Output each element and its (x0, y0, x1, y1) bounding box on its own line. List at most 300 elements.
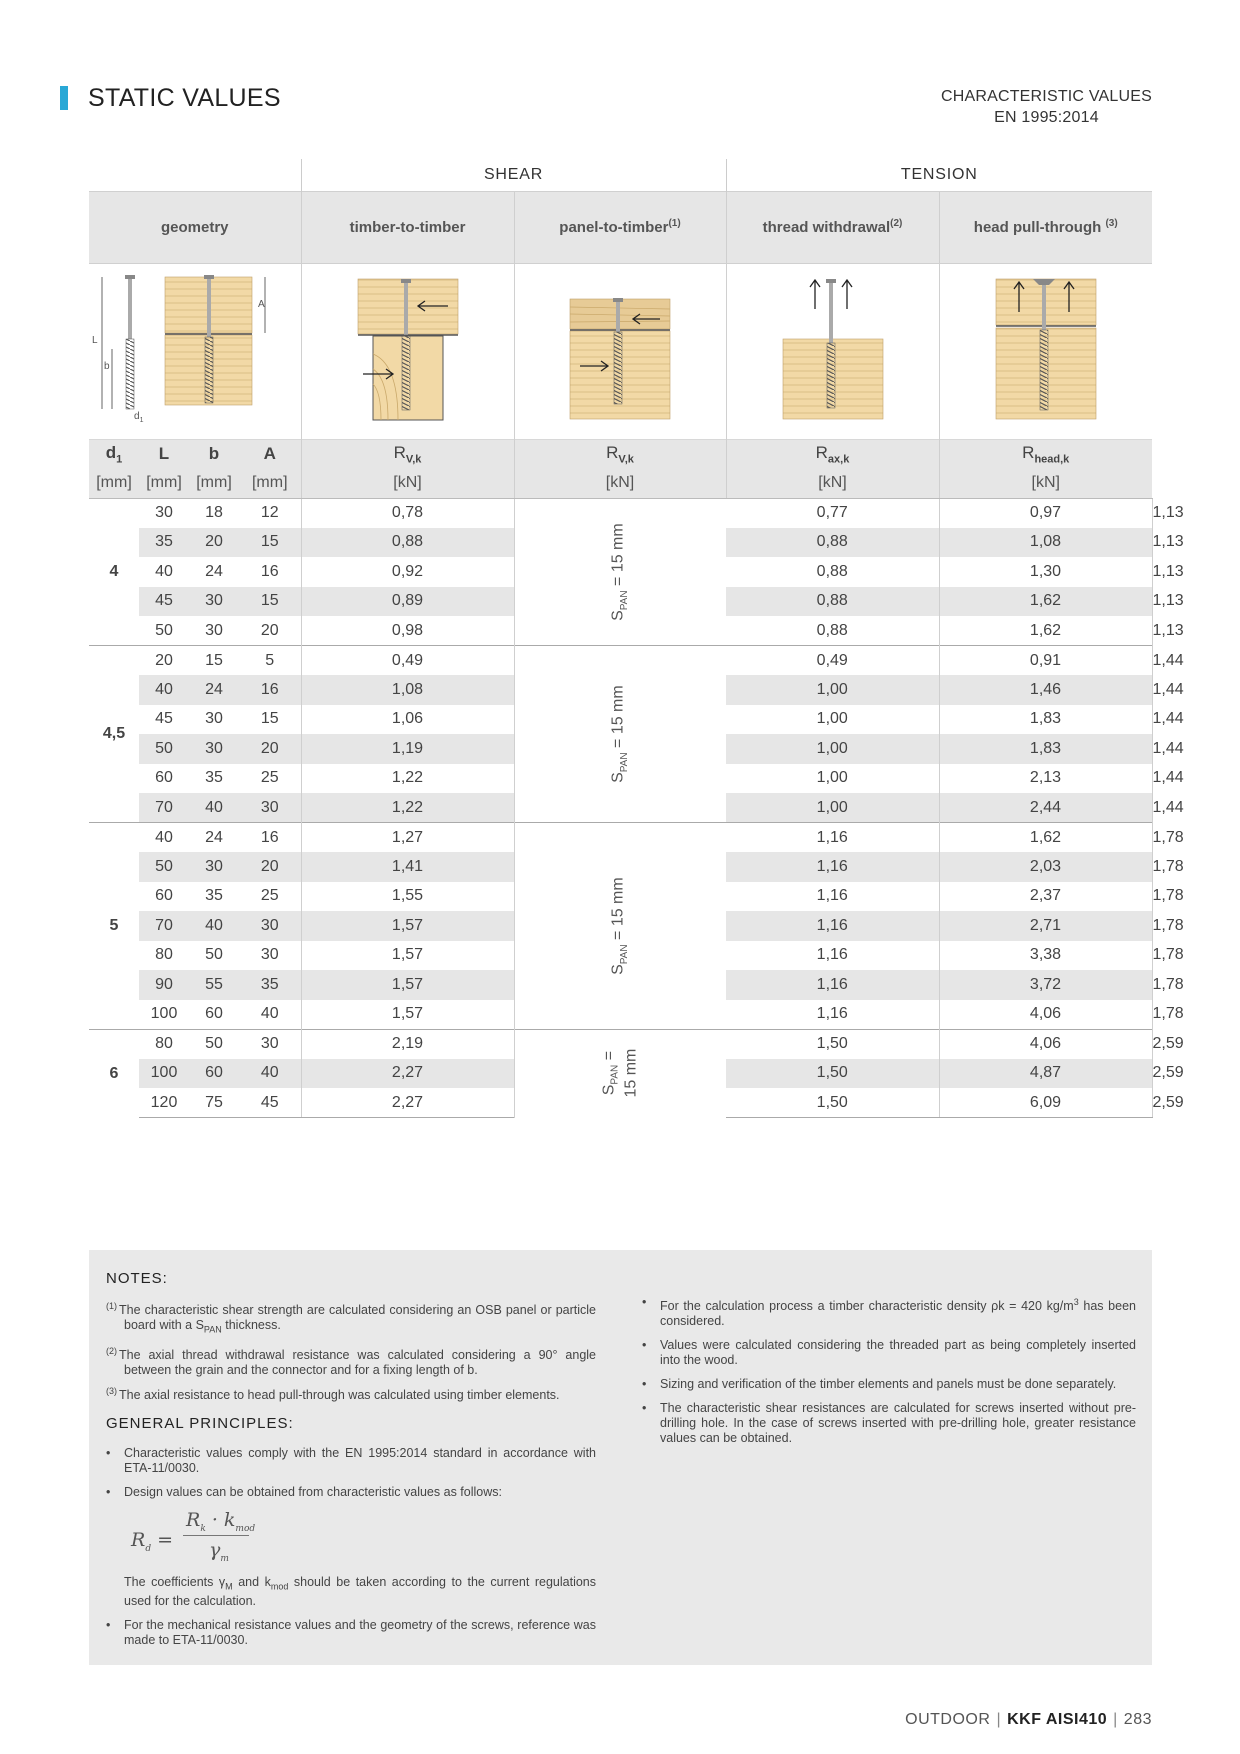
cell-A: 15 (239, 587, 301, 617)
cell-rvk-p2t: 1,16 (726, 852, 939, 882)
right-note-4: • The characteristic shear resistances are calculated for screws inserted without pre-drilling hole. In the case of screws inserted with pre-drilling hole, greater resistance values can be obtained. (642, 1401, 1136, 1446)
characteristic-values-label (941, 86, 1152, 128)
sym-rax-sub: ax,k (827, 453, 850, 466)
cell-b: 40 (189, 911, 239, 941)
footer-product: KKF AISI410 (1007, 1711, 1108, 1728)
footer-section: OUTDOOR (905, 1711, 991, 1728)
cell-b: 24 (189, 675, 239, 705)
cell-L: 45 (155, 710, 173, 728)
cell-rvk-p2t: 1,00 (816, 769, 848, 787)
screw-head (204, 275, 214, 279)
unit-rax: [kN] (726, 469, 939, 498)
cell-A: 12 (260, 504, 279, 521)
cell-L: 45 (139, 587, 189, 617)
col-panel-to-timber (514, 191, 726, 263)
group-header-blank (89, 159, 301, 191)
cell-rvk-t2t: 0,49 (301, 646, 514, 676)
thread-withdrawal-diagram-cell (726, 263, 939, 439)
dim-label-d: d (133, 410, 140, 422)
span-eq: = 15 mm (610, 876, 628, 945)
sym-L (139, 439, 189, 469)
formula-num-R: R (186, 1508, 201, 1531)
notes-right-column (642, 1295, 1136, 1455)
unit-d1: [mm] (89, 469, 139, 498)
footnote-2-text: The axial thread withdrawal resistance was calculated considering a 90° angle between the grain and the connector and for a fixing length of b. (119, 1347, 596, 1377)
hp-screw-shank (1042, 285, 1046, 330)
span-sub: PAN (619, 752, 631, 773)
notes-box (89, 1250, 1152, 1665)
notes-title: NOTES: (106, 1270, 168, 1287)
col-thread-withdrawal-sup: (2) (890, 218, 903, 229)
cell-rvk-p2t: 1,16 (816, 1005, 848, 1022)
unit-row (89, 469, 1152, 498)
cell-rvk-p2t: 0,88 (726, 528, 939, 558)
cell-A: 20 (239, 734, 301, 764)
cell-b: 30 (189, 734, 239, 764)
formula-num-k: k (200, 1523, 206, 1534)
table-row: 6 80 50 30 2,19 $S_{PAN}$ = 15 mm 1,50 4,06 2,59 (89, 1029, 1152, 1059)
sym-rhead (939, 439, 1152, 469)
cell-rax: 1,46 (939, 675, 1152, 705)
span-thickness-cell (514, 823, 726, 1030)
cell-A: 30 (260, 946, 279, 964)
unit-rvk-p2t: [kN] (514, 469, 726, 498)
cell-A: 25 (260, 887, 279, 905)
cell-A: 15 (239, 528, 301, 558)
cell-L: 35 (139, 528, 189, 558)
col-head-pull-through-label: head pull-through (973, 219, 1102, 236)
table-row: 100 60 40 2,27 1,50 4,87 2,59 (89, 1059, 1152, 1089)
char-line-2: EN 1995:2014 (994, 109, 1099, 126)
cell-L: 60 (155, 887, 173, 905)
table-row: 80 50 30 1,57 1,16 3,38 1,78 (89, 941, 1152, 971)
cell-L: 30 (155, 504, 173, 521)
cell-A: 30 (239, 911, 301, 941)
geometry-diagram (90, 269, 300, 429)
cell-A: 16 (239, 675, 301, 705)
cell-A: 30 (239, 793, 301, 823)
cell-rvk-p2t: 1,00 (726, 793, 939, 823)
col-thread-withdrawal (726, 191, 939, 263)
footer-separator-1: | (996, 1711, 1002, 1728)
formula-gamma: γ (209, 1538, 221, 1561)
cell-rvk-t2t: 0,89 (301, 587, 514, 617)
cell-rvk-t2t: 0,98 (301, 616, 514, 646)
cell-b: 30 (205, 710, 223, 728)
coef-mod: mod (270, 1581, 289, 1592)
cell-rvk-p2t: 0,88 (816, 562, 848, 580)
cell-rvk-p2t: 1,16 (726, 970, 939, 1000)
d1-group-cell: 5 (89, 823, 139, 1030)
cell-rax: 1,83 (939, 734, 1152, 764)
cell-rvk-t2t: 0,88 (301, 528, 514, 558)
dim-label-b: b (103, 360, 110, 372)
coef-text-c: should be taken according to the current regulations used for the calculation. (124, 1574, 596, 1609)
cell-rax: 2,03 (939, 852, 1152, 882)
cell-L: 40 (155, 562, 173, 580)
cell-rax: 1,83 (939, 705, 1152, 735)
cell-rvk-p2t: 1,00 (726, 734, 939, 764)
cell-rax: 0,91 (939, 646, 1152, 676)
span-s: S (610, 772, 628, 783)
timber-to-timber-diagram (353, 274, 463, 424)
formula-denominator (209, 1539, 229, 1564)
cell-rvk-t2t: 0,78 (301, 498, 514, 528)
cell-rvk-t2t: 1,27 (301, 823, 514, 853)
principle-3: • For the mechanical resistance values and the geometry of the screws, reference was made to ETA-11/0030. (106, 1618, 596, 1648)
cell-rax: 1,62 (939, 587, 1152, 617)
cell-b: 55 (189, 970, 239, 1000)
geometry-diagram-cell (89, 263, 301, 439)
d1-group-cell: 6 (89, 1029, 139, 1118)
d1-group-cell: 4 (89, 498, 139, 646)
cell-b: 50 (205, 946, 223, 964)
cell-rvk-t2t: 2,19 (301, 1029, 514, 1059)
footnote-1-text-a: The characteristic shear strength are calculated considering an OSB panel or particle board with a S (119, 1303, 596, 1333)
sym-rvk-t2t-main: R (393, 443, 406, 463)
cell-rvk-p2t: 0,88 (726, 587, 939, 617)
p2t-screw-head (613, 298, 623, 302)
right-note-1-b: has been considered. (660, 1299, 1136, 1329)
panel-to-timber-diagram-cell (514, 263, 726, 439)
span-s: S (600, 1084, 618, 1096)
cell-L: 50 (155, 621, 173, 639)
footnote-3-mark: (3) (106, 1385, 117, 1396)
span-eq: = 15 mm (610, 522, 628, 591)
cell-b: 60 (189, 1059, 239, 1089)
cell-rax: 4,06 (939, 1000, 1152, 1030)
sym-rvk-t2t (301, 439, 514, 469)
cell-L: 40 (139, 823, 189, 853)
cell-A: 16 (260, 562, 279, 580)
cell-b: 75 (189, 1088, 239, 1118)
sym-A-main: A (263, 444, 276, 464)
cell-A: 15 (260, 710, 279, 728)
col-panel-to-timber-label: panel-to-timber (559, 219, 669, 236)
footnote-3 (106, 1384, 596, 1403)
cell-rax: 6,09 (939, 1088, 1152, 1118)
cell-b: 30 (189, 587, 239, 617)
cell-rax: 1,62 (939, 823, 1152, 853)
sym-rhead-main: R (1022, 443, 1035, 463)
group-header-tension: TENSION (726, 159, 1152, 191)
cell-rax: 4,06 (939, 1029, 1152, 1059)
span-eq: = 15 mm (610, 685, 628, 753)
static-values-table (89, 159, 1184, 1118)
cell-b: 24 (205, 562, 223, 580)
footnote-1-mark: (1) (106, 1301, 117, 1311)
col-head-pull-through (939, 191, 1152, 263)
cell-L: 100 (150, 1005, 178, 1022)
span-sub: PAN (619, 590, 631, 610)
cell-b: 20 (189, 528, 239, 558)
cell-rvk-t2t: 0,92 (301, 557, 514, 587)
right-note-2: • Values were calculated considering the threaded part as being completely inserted into the wood. (642, 1338, 1136, 1368)
principle-1: • Characteristic values comply with the EN 1995:2014 standard in accordance with ETA-11/0030. (106, 1446, 596, 1476)
cell-rvk-p2t: 1,00 (816, 710, 848, 728)
cell-rax: 2,71 (939, 911, 1152, 941)
cell-rvk-p2t: 1,50 (726, 1059, 939, 1089)
cell-rvk-p2t: 0,49 (726, 646, 939, 676)
formula-num-mod: mod (235, 1523, 256, 1534)
footer-separator-2: | (1113, 1711, 1118, 1728)
footnote-1 (106, 1299, 596, 1338)
cell-rvk-t2t: 1,57 (301, 911, 514, 941)
sym-rvk-p2t-main: R (606, 443, 619, 463)
title-accent-bar (60, 86, 68, 110)
cell-L: 70 (139, 793, 189, 823)
cell-rvk-p2t: 0,88 (816, 621, 848, 639)
cell-rvk-p2t: 1,50 (726, 1088, 939, 1118)
diagram-row (89, 263, 1152, 439)
span-thickness-cell (514, 646, 726, 823)
cell-L: 120 (139, 1088, 189, 1118)
span-thickness-label (610, 685, 630, 783)
cell-rvk-p2t: 1,50 (726, 1029, 939, 1059)
col-timber-to-timber: timber-to-timber (301, 191, 514, 263)
table-row: 60 35 25 1,55 1,16 2,37 1,78 (89, 882, 1152, 912)
sym-rax (726, 439, 939, 469)
cell-rvk-p2t: 1,16 (816, 887, 848, 905)
span-thickness-label (610, 877, 630, 975)
hp-screw-thread (1040, 330, 1048, 410)
t2t-screw-head (401, 279, 411, 283)
page-title-block (60, 84, 281, 112)
cell-A: 35 (239, 970, 301, 1000)
cell-rax: 2,13 (939, 764, 1152, 794)
cell-L: 80 (155, 946, 173, 964)
cell-A: 16 (239, 823, 301, 853)
loose-screw-shank (128, 279, 132, 339)
tw-screw-head (826, 279, 836, 283)
table-row: 5 40 24 16 1,27 $S_{PAN} = 15$ mm 1,16 1,62 1,78 (89, 823, 1152, 853)
sym-b (189, 439, 239, 469)
cell-A: 25 (260, 769, 279, 787)
cell-A: 20 (239, 852, 301, 882)
table-row: 4,5 20 15 5 0,49 $S_{PAN} = 15$ mm 0,49 0,91 1,44 (89, 646, 1152, 676)
table-row: 100 60 40 1,57 1,16 4,06 1,78 (89, 1000, 1152, 1030)
footnote-1-text-b: thickness. (221, 1318, 281, 1333)
table-row: 4 30 18 12 0,78 $S_{PAN} = 15$ mm 0,77 0,97 1,13 (89, 498, 1152, 528)
sym-rvk-t2t-sub: V,k (405, 453, 422, 466)
cell-rax: 0,97 (939, 498, 1152, 528)
cell-b: 18 (205, 504, 223, 521)
table-row: 45 30 15 0,89 0,88 1,62 1,13 (89, 587, 1152, 617)
sym-d1 (89, 439, 139, 469)
sym-A (239, 439, 301, 469)
head-pull-through-diagram-cell (939, 263, 1152, 439)
sym-rvk-p2t-sub: V,k (618, 453, 634, 466)
cell-rvk-t2t: 2,27 (301, 1088, 514, 1118)
char-line-1: CHARACTERISTIC VALUES (940, 88, 1152, 105)
cell-rvk-t2t: 1,06 (301, 705, 514, 735)
coefficients-note (106, 1575, 596, 1610)
span-s: S (610, 963, 628, 975)
table-row: 70 40 30 1,22 1,00 2,44 1,44 (89, 793, 1152, 823)
t2t-screw-thread (402, 335, 410, 410)
span-thickness-label (610, 523, 630, 621)
cell-rax: 2,44 (939, 793, 1152, 823)
footnote-2 (106, 1344, 596, 1378)
span-thickness-cell (514, 498, 726, 646)
table-row: 40 24 16 1,08 1,00 1,46 1,44 (89, 675, 1152, 705)
col-thread-withdrawal-label: thread withdrawal (762, 219, 891, 236)
cell-rvk-t2t: 1,22 (301, 793, 514, 823)
thread-withdrawal-diagram (778, 274, 888, 424)
design-value-formula (131, 1509, 596, 1569)
cell-rvk-p2t: 0,77 (816, 504, 848, 521)
span-s: S (610, 609, 628, 621)
cell-L: 50 (139, 852, 189, 882)
col-head-pull-through-sup: (3) (1105, 218, 1118, 229)
table-row: 60 35 25 1,22 1,00 2,13 1,44 (89, 764, 1152, 794)
formula-lhs (131, 1529, 173, 1554)
col-geometry: geometry (89, 191, 301, 263)
span-sub: PAN (609, 1064, 621, 1085)
formula-fraction-line (183, 1535, 249, 1536)
formula-R: R (131, 1528, 146, 1551)
d1-group-cell: 4,5 (89, 646, 139, 823)
cell-b: 35 (205, 769, 223, 787)
sym-rvk-p2t (514, 439, 726, 469)
static-values-table-wrap (89, 159, 1184, 1118)
unit-rvk-t2t: [kN] (301, 469, 514, 498)
sym-rhead-sub: head,k (1034, 453, 1070, 466)
cell-b: 15 (189, 646, 239, 676)
cell-rax: 1,62 (939, 616, 1152, 646)
cell-rvk-t2t: 2,27 (301, 1059, 514, 1089)
dim-label-d1 (134, 411, 144, 424)
cell-rax: 3,38 (939, 941, 1152, 971)
sym-b-main: b (208, 444, 220, 464)
tw-screw-shank (829, 283, 833, 343)
data-body (89, 498, 1184, 1118)
screw-thread (205, 337, 213, 403)
cell-rvk-t2t: 1,57 (301, 941, 514, 971)
cell-L: 80 (139, 1029, 189, 1059)
page-footer (905, 1711, 1152, 1729)
dim-label-d-sub: 1 (139, 416, 144, 424)
cell-rax: 2,37 (939, 882, 1152, 912)
footnote-3-text: The axial resistance to head pull-through was calculated using timber elements. (119, 1387, 560, 1402)
cell-A: 30 (239, 1029, 301, 1059)
formula-numerator (186, 1509, 255, 1534)
cell-A: 45 (239, 1088, 301, 1118)
right-note-1-sup: 3 (1073, 1297, 1079, 1307)
page-title: STATIC VALUES (88, 83, 281, 112)
cell-rvk-p2t: 1,16 (726, 911, 939, 941)
cell-rvk-p2t: 1,16 (816, 946, 848, 964)
cell-rvk-t2t: 1,08 (301, 675, 514, 705)
span-eq-b: 15 mm (622, 1048, 640, 1098)
formula-d: d (145, 1543, 152, 1554)
cell-b: 60 (205, 1005, 223, 1022)
col-panel-to-timber-sup: (1) (668, 218, 681, 229)
span-thickness-cell (514, 1029, 726, 1118)
table-row: 35 20 15 0,88 0,88 1,08 1,13 (89, 528, 1152, 558)
cell-L: 20 (139, 646, 189, 676)
cell-rvk-p2t: 1,16 (726, 823, 939, 853)
table-row: 50 30 20 1,41 1,16 2,03 1,78 (89, 852, 1152, 882)
principle-2: • Design values can be obtained from characteristic values as follows: (106, 1485, 596, 1500)
cell-rvk-p2t: 1,00 (726, 675, 939, 705)
table-row: 90 55 35 1,57 1,16 3,72 1,78 (89, 970, 1152, 1000)
table-row: 40 24 16 0,92 0,88 1,30 1,13 (89, 557, 1152, 587)
cell-A: 20 (260, 621, 279, 639)
formula-num-dot-k: · k (205, 1508, 236, 1531)
span-sub: PAN (619, 944, 631, 964)
panel-to-timber-diagram (565, 274, 675, 424)
cell-rax: 1,30 (939, 557, 1152, 587)
p2t-screw-shank (616, 302, 620, 332)
cell-L: 100 (139, 1059, 189, 1089)
sym-d1-main: d (105, 443, 117, 463)
cell-L: 50 (139, 734, 189, 764)
notes-left-column (106, 1270, 596, 1657)
cell-b: 40 (189, 793, 239, 823)
screw-shank (207, 279, 211, 337)
tw-arrow-up-left-icon (810, 280, 820, 309)
cell-rax: 4,87 (939, 1059, 1152, 1089)
loose-screw-head (125, 275, 135, 279)
cell-A: 40 (239, 1059, 301, 1089)
table-row: 120 75 45 2,27 1,50 6,09 2,59 (89, 1088, 1152, 1118)
sub-header-row (89, 191, 1152, 263)
dim-label-A: A (257, 298, 265, 310)
coef-text-a: The coefficients γ (124, 1574, 226, 1589)
cell-b: 24 (189, 823, 239, 853)
cell-rvk-t2t: 1,57 (301, 970, 514, 1000)
table-row: 50 30 20 1,19 1,00 1,83 1,44 (89, 734, 1152, 764)
head-pull-through-diagram (991, 274, 1101, 424)
p2t-screw-thread (614, 332, 622, 404)
cell-A: 5 (239, 646, 301, 676)
right-note-3: • Sizing and verification of the timber elements and panels must be done separately. (642, 1377, 1136, 1392)
sym-d1-sub: 1 (116, 453, 123, 466)
footer-page-number: 283 (1123, 1711, 1152, 1728)
right-note-1-a: For the calculation process a timber characteristic density ρk = 420 kg/m (660, 1299, 1074, 1314)
sym-rax-main: R (815, 443, 828, 463)
cell-L: 90 (139, 970, 189, 1000)
cell-rvk-t2t: 1,22 (301, 764, 514, 794)
formula-gamma-m: m (220, 1553, 229, 1564)
cell-b: 30 (189, 852, 239, 882)
cell-rvk-t2t: 1,57 (301, 1000, 514, 1030)
symbol-row (89, 439, 1152, 469)
table-row: 50 30 20 0,98 0,88 1,62 1,13 (89, 616, 1152, 646)
loose-screw-thread (126, 339, 134, 409)
formula-eq: = (151, 1528, 174, 1551)
coef-text-b: and k (232, 1574, 271, 1589)
cell-A: 40 (260, 1005, 279, 1022)
cell-rvk-t2t: 1,55 (301, 882, 514, 912)
cell-rax: 1,08 (939, 528, 1152, 558)
group-header-row (89, 159, 1152, 191)
unit-A: [mm] (239, 469, 301, 498)
timber-to-timber-diagram-cell (301, 263, 514, 439)
right-note-1 (642, 1295, 1136, 1329)
tw-screw-thread (827, 343, 835, 408)
table-row: 70 40 30 1,57 1,16 2,71 1,78 (89, 911, 1152, 941)
span-eq-a: = (600, 1050, 618, 1065)
cell-L: 60 (155, 769, 173, 787)
cell-b: 50 (189, 1029, 239, 1059)
cell-b: 30 (205, 621, 223, 639)
t2t-screw-shank (404, 283, 408, 335)
unit-L: [mm] (139, 469, 189, 498)
cell-rax: 3,72 (939, 970, 1152, 1000)
general-principles-title: GENERAL PRINCIPLES: (106, 1414, 294, 1432)
